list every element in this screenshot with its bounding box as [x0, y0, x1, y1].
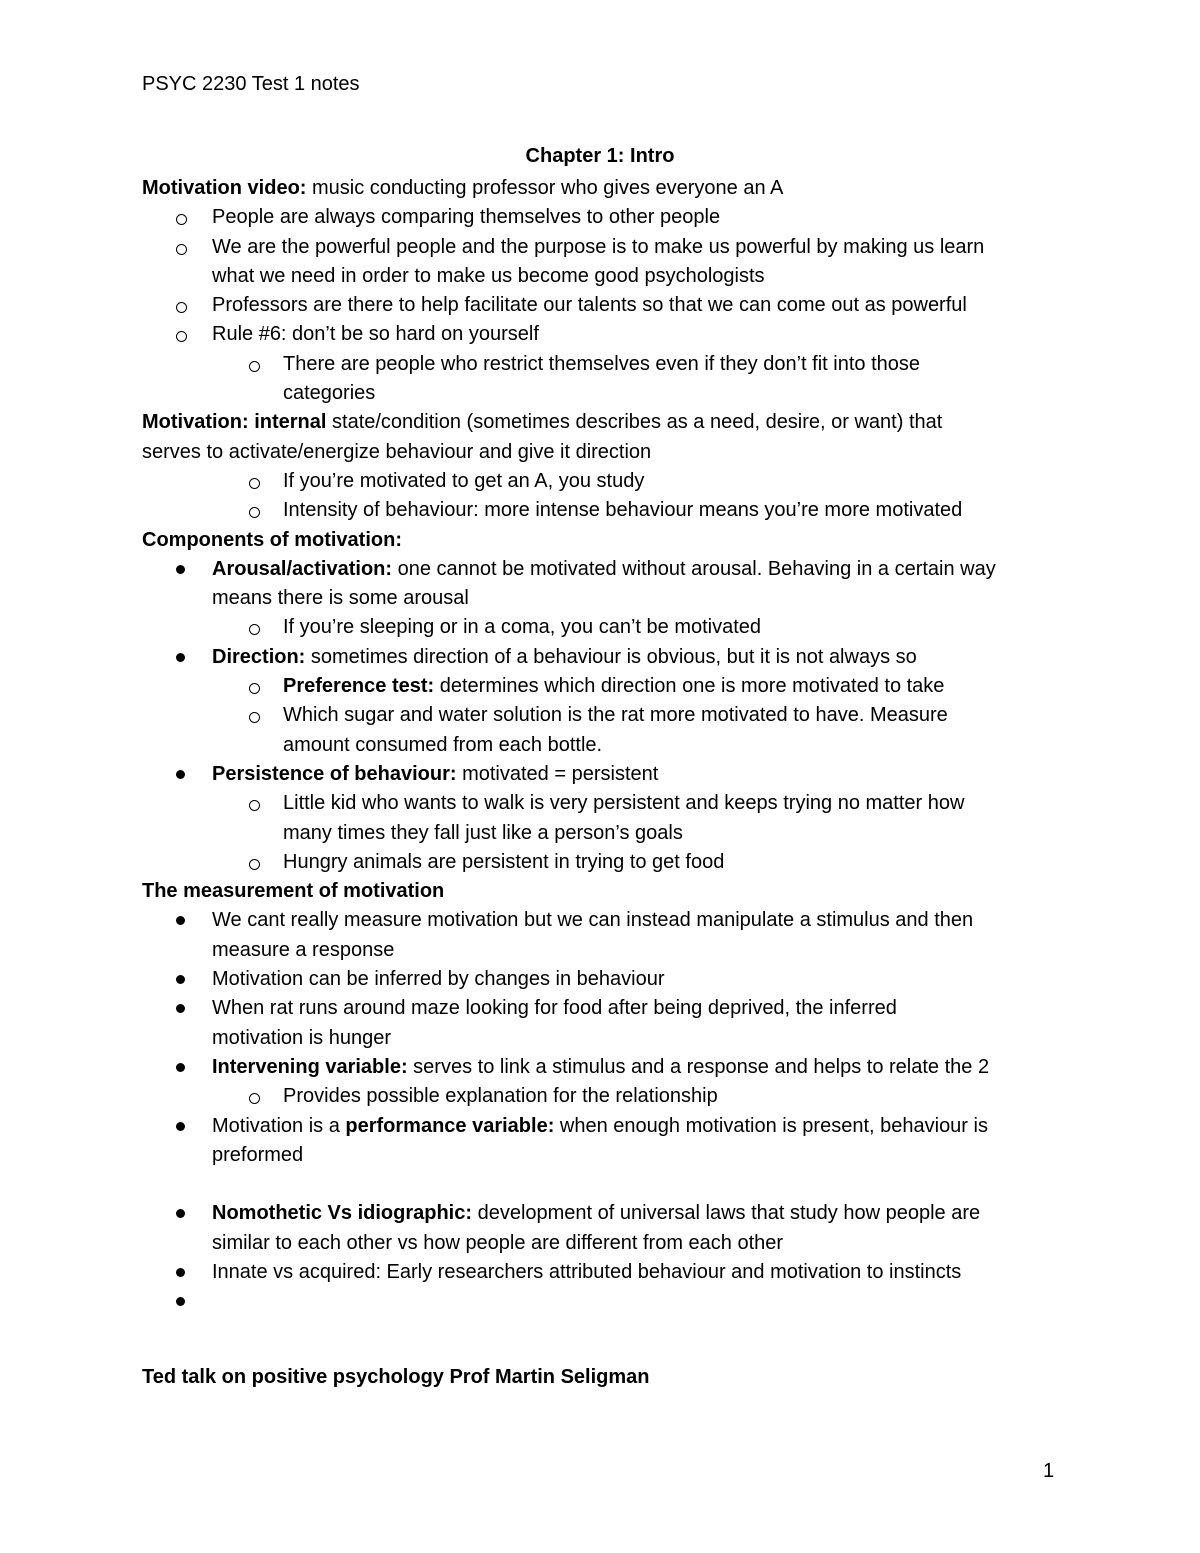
disc-bullet-icon	[176, 1004, 185, 1013]
list-item-continuation: categories	[283, 382, 376, 405]
list-item: Motivation is a performance variable: when enough motivation is present, behaviour is	[142, 1112, 1072, 1141]
list-item: Hungry animals are persistent in trying to get food	[142, 848, 1072, 877]
list-item: We are the powerful people and the purpose is to make us powerful by making us learn	[142, 233, 1072, 262]
circle-bullet-icon	[249, 361, 260, 372]
list-item: Provides possible explanation for the relationship	[142, 1082, 1072, 1111]
list-item: We cant really measure motivation but we can instead manipulate a stimulus and then	[142, 906, 1072, 935]
disc-bullet-icon	[176, 653, 185, 662]
circle-bullet-icon	[176, 214, 187, 225]
list-item: When rat runs around maze looking for food after being deprived, the inferred	[142, 994, 1072, 1023]
disc-bullet-icon	[176, 916, 185, 925]
circle-bullet-icon	[176, 302, 187, 313]
ted-talk-title: Ted talk on positive psychology Prof Martin Seligman	[142, 1366, 650, 1388]
list-item: Which sugar and water solution is the rat more motivated to have. Measure	[142, 701, 1072, 730]
blank-line	[142, 1170, 1072, 1199]
list-item-continuation: many times they fall just like a person’s goals	[283, 821, 683, 844]
disc-bullet-icon	[176, 1297, 185, 1306]
list-item-continuation: means there is some arousal	[212, 587, 469, 610]
list-item: Preference test: determines which direction one is more motivated to take	[142, 672, 1072, 701]
disc-bullet-icon	[176, 1122, 185, 1131]
page-number: 1	[1043, 1460, 1055, 1482]
disc-bullet-icon	[176, 565, 185, 574]
circle-bullet-icon	[176, 244, 187, 255]
list-item-continuation: motivation is hunger	[212, 1026, 391, 1049]
list-item: Direction: sometimes direction of a behaviour is obvious, but it is not always so	[142, 643, 1072, 672]
list-item: Nomothetic Vs idiographic: development of universal laws that study how people are	[142, 1199, 1072, 1228]
disc-bullet-icon	[176, 1268, 185, 1277]
note-line: Motivation: internal state/condition (sometimes describes as a need, desire, or want) that	[142, 411, 943, 434]
circle-bullet-icon	[249, 859, 260, 870]
list-item: Intervening variable: serves to link a stimulus and a response and helps to relate the 2	[142, 1053, 1072, 1082]
list-item: There are people who restrict themselves even if they don’t fit into those	[142, 350, 1072, 379]
list-item-continuation: amount consumed from each bottle.	[283, 733, 603, 756]
list-item: Motivation can be inferred by changes in behaviour	[142, 965, 1072, 994]
list-item: If you’re motivated to get an A, you study	[142, 467, 1072, 496]
page-header: PSYC 2230 Test 1 notes	[142, 73, 360, 95]
list-item-continuation: preformed	[212, 1143, 304, 1166]
list-item: If you’re sleeping or in a coma, you can’t be motivated	[142, 613, 1072, 642]
circle-bullet-icon	[249, 507, 260, 518]
empty-list-item	[142, 1287, 1072, 1316]
circle-bullet-icon	[249, 712, 260, 723]
list-item: Persistence of behaviour: motivated = persistent	[142, 760, 1072, 789]
list-item-continuation: what we need in order to make us become good psychologists	[212, 264, 765, 287]
notes-content	[142, 174, 1072, 1317]
chapter-title: Chapter 1: Intro	[525, 145, 675, 167]
circle-bullet-icon	[249, 683, 260, 694]
list-item: People are always comparing themselves to other people	[142, 203, 1072, 232]
disc-bullet-icon	[176, 770, 185, 779]
circle-bullet-icon	[249, 478, 260, 489]
list-item-continuation: similar to each other vs how people are different from each other	[212, 1231, 784, 1254]
list-item: Arousal/activation: one cannot be motivated without arousal. Behaving in a certain way	[142, 555, 1072, 584]
list-item: Intensity of behaviour: more intense behaviour means you’re more motivated	[142, 496, 1072, 525]
disc-bullet-icon	[176, 1209, 185, 1218]
list-item: Innate vs acquired: Early researchers attributed behaviour and motivation to instincts	[142, 1258, 1072, 1287]
section-heading: The measurement of motivation	[142, 880, 445, 903]
list-item-continuation: measure a response	[212, 938, 395, 961]
note-line: serves to activate/energize behaviour and give it direction	[142, 440, 652, 463]
disc-bullet-icon	[176, 975, 185, 984]
circle-bullet-icon	[249, 800, 260, 811]
list-item: Little kid who wants to walk is very persistent and keeps trying no matter how	[142, 789, 1072, 818]
circle-bullet-icon	[176, 331, 187, 342]
note-line: Motivation video: music conducting professor who gives everyone an A	[142, 177, 784, 199]
circle-bullet-icon	[249, 1093, 260, 1104]
disc-bullet-icon	[176, 1063, 185, 1072]
section-heading: Components of motivation:	[142, 528, 402, 551]
list-item: Rule #6: don’t be so hard on yourself	[142, 320, 1072, 349]
list-item: Professors are there to help facilitate our talents so that we can come out as powerful	[142, 291, 1072, 320]
circle-bullet-icon	[249, 624, 260, 635]
